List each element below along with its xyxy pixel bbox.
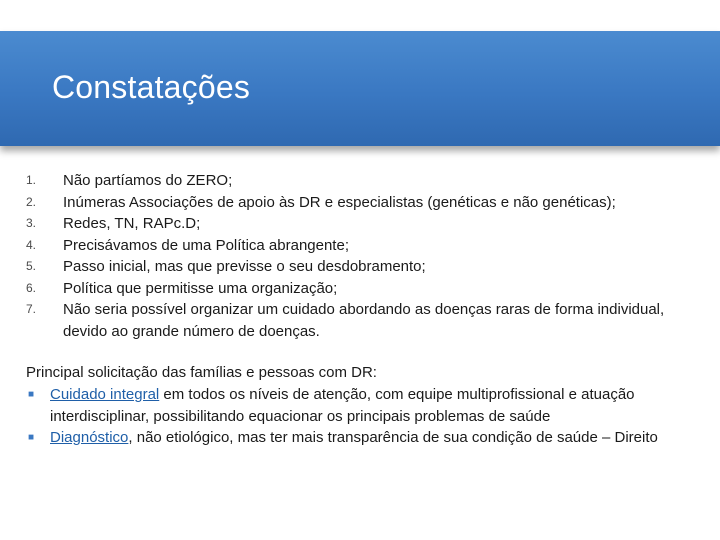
- list-number: 5.: [26, 259, 37, 273]
- list-item-text: Inúmeras Associações de apoio às DR e especialistas (genéticas e não genéticas);: [63, 193, 616, 211]
- title-bar: [0, 31, 720, 146]
- list-item-text: Política que permitisse uma organização;: [63, 279, 338, 297]
- list-item-text: Passo inicial, mas que previsse o seu desdobramento;: [63, 258, 426, 275]
- bullet-item: [26, 384, 696, 427]
- list-item: [26, 235, 696, 257]
- list-item: [26, 192, 696, 214]
- bullet-item-text: em todos os níveis de atenção, com equipe multiprofissional e atuação interdisciplinar, possibilitando equacionar os principais problemas de saúde: [50, 386, 635, 425]
- list-item: [26, 213, 696, 235]
- list-number: 2.: [26, 194, 37, 209]
- list-number: 4.: [26, 237, 37, 252]
- diagnostico-link[interactable]: Diagnóstico: [50, 429, 129, 446]
- list-number: 3.: [26, 216, 37, 230]
- list-item: [26, 278, 696, 300]
- bullet-item-text: , não etiológico, mas ter mais transparência de sua condição de saúde – Direito: [128, 429, 658, 446]
- list-item: [26, 299, 696, 342]
- numbered-list: [26, 170, 696, 342]
- list-item-text: Não seria possível organizar um cuidado abordando as doenças raras de forma individual, devido ao grande número de doenças.: [63, 301, 665, 340]
- square-bullet-icon: ■: [28, 389, 35, 400]
- bullet-item: [26, 427, 696, 449]
- list-item-text: Redes, TN, RAPc.D;: [63, 215, 201, 232]
- section-heading: Principal solicitação das famílias e pessoas com DR:: [26, 364, 377, 381]
- list-item: [26, 256, 696, 278]
- list-item: [26, 170, 696, 192]
- cuidado-integral-link[interactable]: Cuidado integral: [50, 386, 160, 403]
- list-number: 6.: [26, 280, 37, 295]
- list-item-text: Precisávamos de uma Política abrangente;: [63, 236, 349, 254]
- list-number: 1.: [26, 173, 37, 187]
- bullet-list: [26, 384, 696, 449]
- list-number: 7.: [26, 302, 37, 316]
- slide-title: Constatações: [52, 69, 251, 105]
- list-item-text: Não partíamos do ZERO;: [63, 172, 233, 189]
- square-bullet-icon: ■: [28, 432, 35, 443]
